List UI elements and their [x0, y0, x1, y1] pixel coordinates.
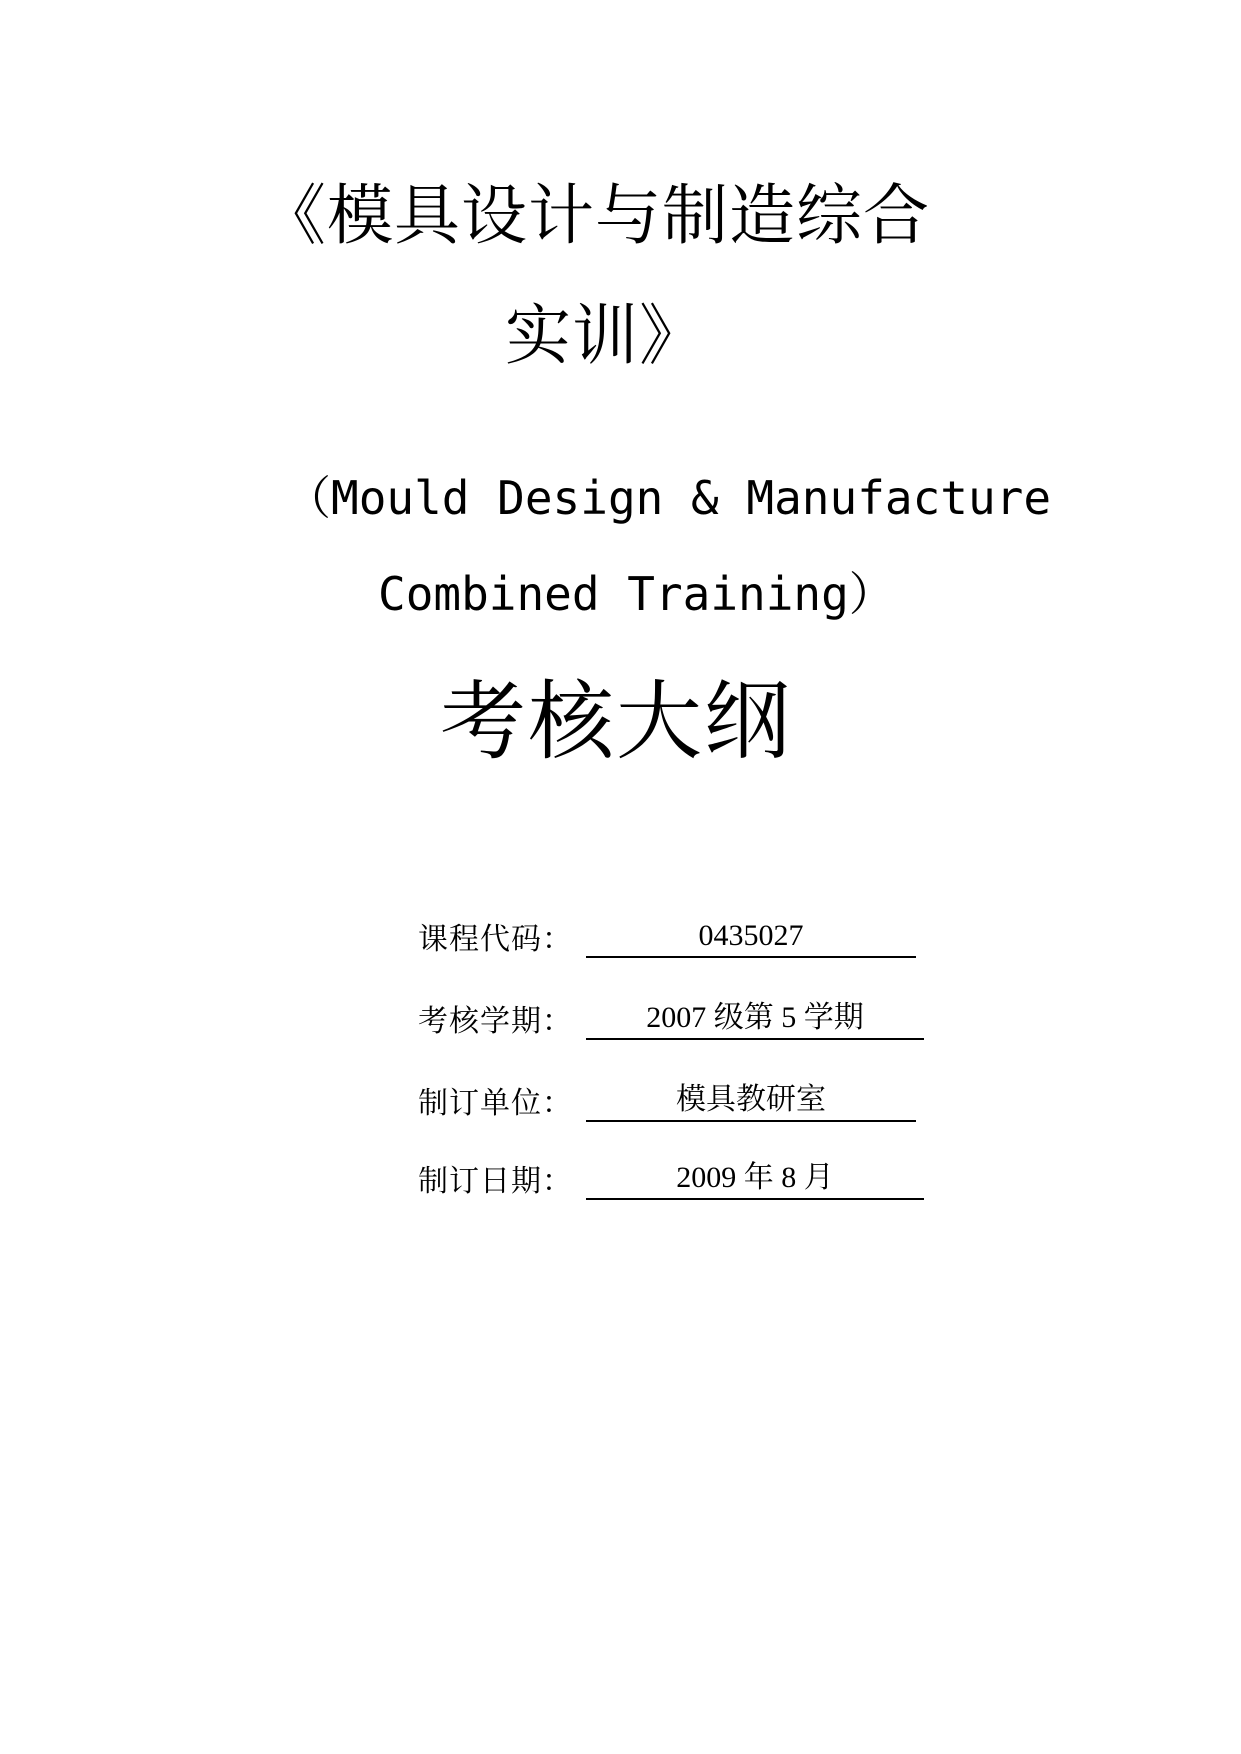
title-line-2: 实训》	[505, 297, 706, 374]
course-code-value: 0435027	[586, 918, 916, 958]
title-line-1: 《模具设计与制造综合	[260, 177, 930, 254]
issuing-unit-value: 模具教研室	[586, 1082, 916, 1122]
issuing-unit-row	[418, 1076, 916, 1122]
english-title-line-2: Combined Training）	[378, 567, 895, 621]
assessment-semester-row	[418, 994, 924, 1040]
document-subtitle: 考核大纲	[440, 672, 792, 772]
assessment-semester-value: 2007 级第 5 学期	[586, 1000, 924, 1040]
english-title-line-1: （Mould Design & Manufacture	[285, 471, 1052, 525]
issue-date-value: 2009 年 8 月	[586, 1160, 924, 1200]
issuing-unit-label: 制订单位：	[418, 1086, 573, 1121]
issue-date-row	[418, 1154, 924, 1200]
course-code-row	[418, 912, 916, 958]
assessment-semester-label: 考核学期：	[418, 1004, 573, 1039]
course-code-label: 课程代码：	[418, 922, 573, 957]
issue-date-label: 制订日期：	[418, 1164, 573, 1199]
